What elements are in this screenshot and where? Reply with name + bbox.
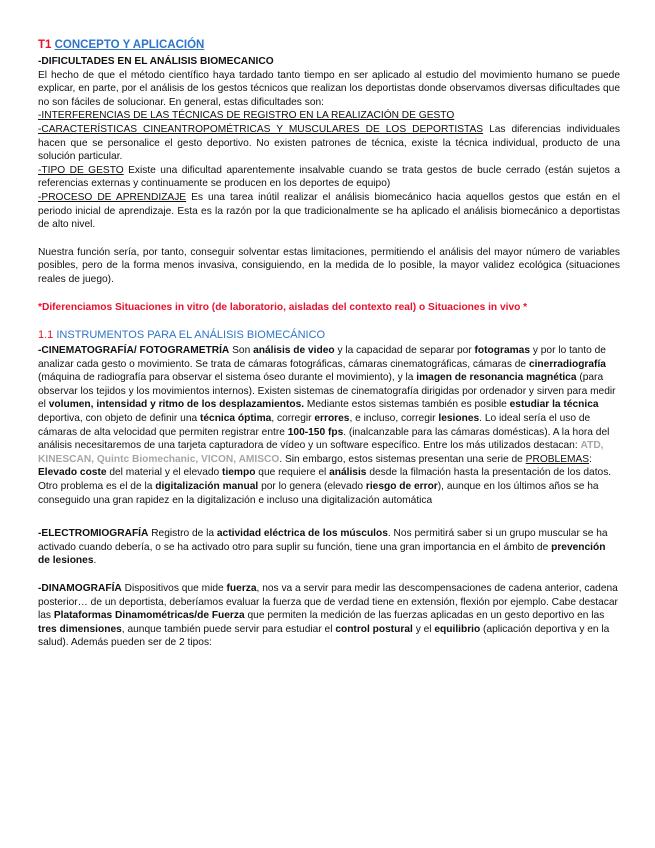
- difficulty-4-title: -PROCESO DE APRENDIZAJE: [38, 191, 187, 203]
- spacer: [38, 314, 620, 328]
- electromiografia-title: -ELECTROMIOGRAFÍA: [38, 528, 149, 540]
- text-span: del material y el elevado: [106, 467, 223, 479]
- text-span: deportiva, con objeto de definir una: [38, 413, 200, 425]
- text-span: y la capacidad de separar por: [334, 345, 475, 357]
- difficulty-2: [38, 123, 620, 164]
- bold-span: Plataformas Dinamométricas/de Fuerza: [53, 610, 245, 622]
- text-span: (para observar los tejidos y los movimientos internos). Existen sistemas de cinematografía dirigidas por ordenador y sirven para medir el: [38, 372, 616, 411]
- in-vitro-in-vivo-note: *Diferenciamos Situaciones in vitro (de laboratorio, aisladas del contexto real) o Situaciones in vivo *: [38, 301, 528, 313]
- cinematografia-title: -CINEMATOGRAFÍA/ FOTOGRAMETRÍA: [38, 345, 230, 357]
- text-span: ), aunque en los últimos años se ha conseguido una gran rapidez en la digitalización e incluso una digitalización automática: [38, 481, 599, 506]
- bold-span: volumen, intensidad y ritmo de los desplazamientos.: [48, 399, 305, 411]
- text-span: . (inalcanzable para las cámaras domésticas). A la hora del análisis necesitaremos de una tarjeta capturadora de vídeo y un software específico. Entre los más utilizados destacan:: [38, 426, 610, 452]
- difficulty-3-title: -TIPO DE GESTO: [38, 164, 124, 176]
- chapter-heading: CONCEPTO Y APLICACIÓN: [54, 39, 205, 51]
- bold-span: fuerza: [226, 583, 257, 594]
- bold-span: digitalización manual: [155, 481, 259, 493]
- difficulty-2-text: Las diferencias individuales hacen que se personalice el gesto deportivo. No existen patrones de técnica, existe la técnica individual, producto de una solución particular.: [38, 123, 620, 163]
- bold-span: riesgo de error: [365, 481, 438, 493]
- bold-span: imagen de resonancia magnética: [416, 372, 577, 384]
- bold-span: tiempo: [222, 467, 256, 479]
- text-span: Dispositivos que mide: [121, 583, 227, 594]
- electromiografia-paragraph: [38, 527, 620, 568]
- chapter-title: [38, 38, 620, 53]
- document-page: [38, 38, 620, 650]
- text-span: , e incluso, corregir: [349, 413, 439, 425]
- section-1-1-heading: [38, 328, 620, 343]
- spacer: [38, 287, 620, 301]
- spacer: [38, 568, 620, 582]
- difficulty-2-title: -CARACTERÍSTICAS CINEANTROPOMÉTRICAS Y MUSCULARES DE LOS DEPORTISTAS: [38, 123, 484, 135]
- dinamografia-title: -DINAMOGRAFÍA: [38, 583, 122, 594]
- text-span: y el: [412, 623, 435, 635]
- text-span: Registro de la: [148, 528, 217, 540]
- bold-span: fotogramas: [474, 345, 531, 357]
- text-span: que requiere el: [255, 467, 330, 479]
- spacer: [38, 507, 620, 527]
- section-title: INSTRUMENTOS PARA EL ANÁLISIS BIOMECÁNICO: [56, 329, 326, 342]
- bold-span: lesiones: [438, 413, 480, 425]
- bold-span: estudiar la técnica: [509, 399, 599, 411]
- difficulty-1: -INTERFERENCIAS DE LAS TÉCNICAS DE REGISTRO EN LA REALIZACIÓN DE GESTO: [38, 110, 455, 122]
- bold-span: tres dimensiones: [38, 623, 122, 635]
- cinematografia-paragraph: [38, 344, 620, 507]
- bold-span: técnica óptima: [199, 413, 272, 425]
- bold-span: Elevado coste: [38, 467, 107, 479]
- section-number: 1.1: [38, 329, 54, 342]
- text-span: que permiten la medición de las fuerzas aplicadas en un gesto deportivo en las: [244, 610, 605, 622]
- text-span: por lo genera (elevado: [258, 481, 366, 493]
- text-span: , aunque también puede servir para estudiar el: [121, 623, 336, 635]
- text-span: .: [93, 555, 97, 567]
- text-span: (máquina de radiografía para observar el sistema óseo durante el movimiento), y la: [38, 372, 417, 384]
- software-list: ATD, KINESCAN, Quintc Biomechanic, VICON, AMISCO: [38, 440, 604, 465]
- bold-span: análisis de video: [253, 345, 335, 357]
- intro-paragraph: El hecho de que el método científico haya tardado tanto tiempo en ser aplicado al estudio del movimiento humano se puede explicar, en parte, por el análisis de los gestos técnicos que realizan los deportistas donde observamos diversas dificultades que no son fáciles de solucionar. En general, estas dificultades son:: [38, 69, 620, 108]
- text-span: . Lo ideal sería el uso de cámaras de alta velocidad que permiten registrar entre: [38, 413, 591, 438]
- text-span: y por lo tanto de analizar cada gesto o movimiento. Se trata de cámaras fotográficas, cámaras cinematográficas, cámaras de: [38, 345, 606, 370]
- bold-span: actividad eléctrica de los músculos: [216, 528, 388, 540]
- difficulty-4: [38, 191, 620, 232]
- text-span: . Sin embargo, estos sistemas presentan una serie de: [279, 453, 526, 465]
- difficulty-3-text: Existe una dificultad aparentemente insalvable cuando se trata gestos de bucle cerrado (están sujetos a referencias externas y continuamente se producen en los deportes de equipo): [38, 164, 620, 190]
- bold-span: equilibrio: [434, 623, 481, 635]
- text-span: , corregir: [271, 413, 315, 425]
- bold-span: prevención de lesiones: [38, 541, 606, 567]
- text-span: , nos va a servir para medir las descompensaciones de cadena anterior, cadena posterior… de un deportista, deberíamos evaluar la fuerza que de verdad tiene en extensión, flexión por ejemplo. Cabe destacar las: [38, 583, 618, 622]
- bold-span: errores: [314, 413, 350, 425]
- bold-span: análisis: [329, 467, 367, 479]
- problemas-label: PROBLEMAS: [525, 453, 590, 465]
- difficulty-3: [38, 164, 620, 191]
- text-span: desde la filmación hasta la presentación de los datos. Otro problema es el de la: [38, 467, 612, 493]
- bold-span: control postural: [335, 623, 413, 635]
- text-span: . Nos permitirá saber si un grupo muscular se ha activado cuando debería, o se ha activado otro para suplir su función, tiene una gran importancia en el ámbito de: [38, 528, 608, 553]
- dinamografia-paragraph: [38, 582, 620, 650]
- function-paragraph: Nuestra función sería, por tanto, conseguir solventar estas limitaciones, permitiendo el análisis del mayor número de variables posibles, pero de la forma menos invasiva, consiguiendo, en la medida de lo posible, la mayor validez ecológica (situaciones reales de juego).: [38, 246, 620, 285]
- difficulty-4-text: Es una tarea inútil realizar el análisis biomecánico hacia aquellos gestos que están en el periodo inicial de aprendizaje. Esta es la razón por la que tradicionalmente se ha aplicado el análisis biomecánico a deportistas de alto nivel.: [38, 191, 620, 231]
- spacer: [38, 232, 620, 246]
- text-span: Mediante estos sistemas también es posible: [304, 399, 510, 411]
- text-span: :: [589, 453, 592, 465]
- text-span: (aplicación deportiva y en la salud). Además pueden ser de 2 tipos:: [38, 623, 610, 649]
- chapter-number: T1: [38, 39, 52, 51]
- subtitle-difficulties: -DIFICULTADES EN EL ANÁLISIS BIOMECANICO: [38, 56, 274, 67]
- bold-span: 100-150 fps: [287, 426, 344, 438]
- text-span: Son: [229, 345, 254, 357]
- bold-span: cinerradiografía: [528, 358, 606, 370]
